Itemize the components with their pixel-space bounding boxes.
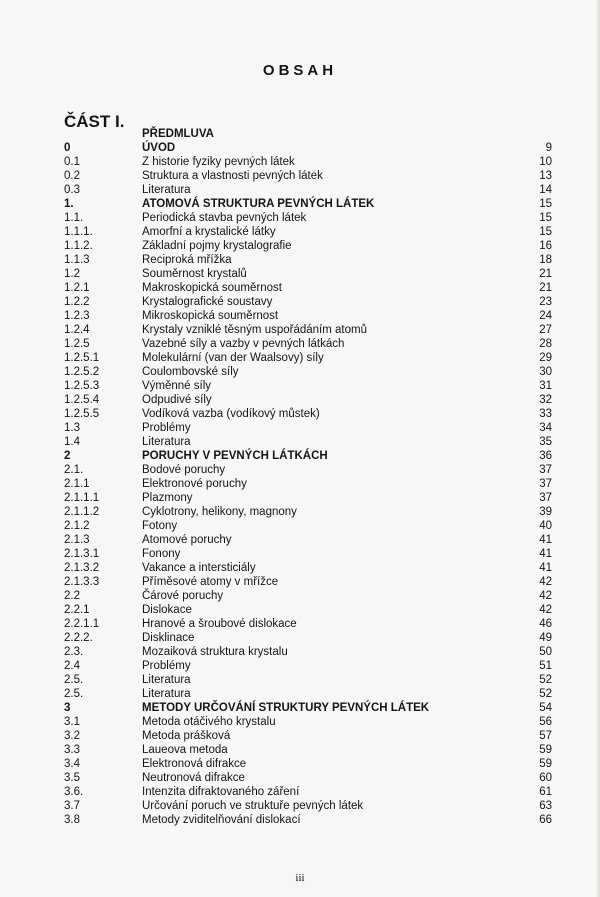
toc-entry-title: Literatura — [142, 688, 191, 700]
toc-entry-title: Problémy — [142, 422, 191, 434]
toc-entry-number: 2.3. — [64, 646, 84, 658]
toc-entry — [64, 323, 552, 337]
toc-entry-title: Vakance a intersticiály — [142, 562, 256, 574]
toc-entry-page: 36 — [539, 450, 552, 462]
toc-entry-number: 2 — [64, 450, 71, 462]
toc-entry-page: 50 — [539, 646, 552, 658]
toc-entry-page: 37 — [539, 464, 552, 476]
toc-entry-title: Coulombovské síly — [142, 366, 239, 378]
toc-entry-page: 39 — [539, 506, 552, 518]
toc-entry-page: 59 — [539, 744, 552, 756]
toc-entry-page: 16 — [539, 240, 552, 252]
toc-entry-number: 1.2.5.4 — [64, 394, 100, 406]
toc-entry-number: 2.1.3 — [64, 534, 90, 546]
toc-entry-title: Příměsové atomy v mřížce — [142, 576, 279, 588]
toc-entry-page: 28 — [539, 338, 552, 350]
toc-entry-number: 1.2.1 — [64, 282, 90, 294]
toc-entry-number: 3.5 — [64, 772, 80, 784]
toc-entry-page: 21 — [539, 282, 552, 294]
toc-entry-title: Souměrnost krystalů — [142, 268, 247, 280]
toc-entry-page: 51 — [539, 660, 552, 672]
toc-entry — [64, 505, 552, 519]
toc-entry-number: 3.1 — [64, 716, 80, 728]
toc-entry-page: 42 — [539, 604, 552, 616]
toc-entry — [64, 295, 552, 309]
toc-entry-number: 3.2 — [64, 730, 80, 742]
toc-entry — [64, 491, 552, 505]
toc-entry — [64, 785, 552, 799]
toc-entry-page: 15 — [539, 226, 552, 238]
toc-entry-title: ÚVOD — [142, 142, 176, 154]
toc-entry — [64, 757, 552, 771]
toc-entry — [64, 673, 552, 687]
toc-entry-title: Metody zviditelňování dislokací — [142, 814, 301, 826]
toc-entry-number: 0.1 — [64, 156, 80, 168]
toc-entry-page: 31 — [539, 380, 552, 392]
toc-entry-number: 3.6. — [64, 786, 84, 798]
toc-entry — [64, 351, 552, 365]
toc-entry — [64, 365, 552, 379]
toc-entry-page: 40 — [539, 520, 552, 532]
toc-entry-number: 1. — [64, 198, 74, 210]
toc-entry-number: 2.1.1.2 — [64, 506, 100, 518]
toc-entry — [64, 533, 552, 547]
toc-entry — [64, 267, 552, 281]
toc-entry-title: ATOMOVÁ STRUKTURA PEVNÝCH LÁTEK — [142, 198, 375, 210]
toc-entry-title: PŘEDMLUVA — [142, 128, 214, 140]
toc-entry-page: 57 — [539, 730, 552, 742]
toc-entry-number: 3.4 — [64, 758, 80, 770]
page-title: OBSAH — [262, 62, 338, 79]
toc-entry-title: Reciproká mřížka — [142, 254, 232, 266]
toc-entry-number: 1.1.1. — [64, 226, 93, 238]
toc-entry-title: Fonony — [142, 548, 181, 560]
toc-entry — [64, 309, 552, 323]
toc-entry-number: 2.2 — [64, 590, 80, 602]
toc-entry-page: 41 — [539, 534, 552, 546]
toc-entry-page: 41 — [539, 548, 552, 560]
toc-entry-title: Elektronové poruchy — [142, 478, 247, 490]
toc-entry — [64, 575, 552, 589]
toc-entry-title: Dislokace — [142, 604, 192, 616]
toc-entry-title: Z historie fyziky pevných látek — [142, 156, 295, 168]
toc-entry — [64, 183, 552, 197]
toc-entry — [64, 169, 552, 183]
toc-entry-title: Fotony — [142, 520, 178, 532]
toc-entry — [64, 799, 552, 813]
toc-entry-title: Cyklotrony, helikony, magnony — [142, 506, 297, 518]
toc-entry-page: 29 — [539, 352, 552, 364]
toc-entry — [64, 393, 552, 407]
toc-entry-number: 1.1. — [64, 212, 84, 224]
toc-entry-title: Metoda prášková — [142, 730, 231, 742]
toc-entry-title: Laueova metoda — [142, 744, 228, 756]
toc-entry-title: Intenzita difraktovaného záření — [142, 786, 300, 798]
toc-entry-title: Molekulární (van der Waalsovy) síly — [142, 352, 324, 364]
toc-entry-number: 1.2.5.3 — [64, 380, 100, 392]
toc-entry-title: Čárové poruchy — [142, 590, 224, 602]
toc-entry-number: 1.1.3 — [64, 254, 90, 266]
toc-entry-number: 3.8 — [64, 814, 80, 826]
toc-entry-number: 0.2 — [64, 170, 80, 182]
toc-entry-number: 1.2.4 — [64, 324, 90, 336]
toc-entry-page: 21 — [539, 268, 552, 280]
toc-entry-number: 2.1.1 — [64, 478, 90, 490]
toc-entry-title: Problémy — [142, 660, 191, 672]
toc-entry — [64, 617, 552, 631]
toc-entry-page: 49 — [539, 632, 552, 644]
toc-entry-page: 66 — [539, 814, 552, 826]
toc-entry — [64, 813, 552, 827]
toc-entry-number: 1.4 — [64, 436, 80, 448]
toc-entry-number: 1.2 — [64, 268, 80, 280]
toc-entry-number: 2.5. — [64, 674, 84, 686]
toc-entry-page: 15 — [539, 198, 552, 210]
toc-entry-title: METODY URČOVÁNÍ STRUKTURY PEVNÝCH LÁTEK — [142, 702, 430, 714]
toc-entry — [64, 155, 552, 169]
toc-entry-number: 1.2.5.2 — [64, 366, 100, 378]
toc-entry-page: 30 — [539, 366, 552, 378]
toc-entry-number: 2.1. — [64, 464, 84, 476]
toc-entry-number: 3.3 — [64, 744, 80, 756]
toc-entry-number: 1.2.5 — [64, 338, 90, 350]
toc-entry-title: Krystaly vzniklé těsným uspořádáním atomů — [142, 324, 367, 336]
toc-entry-number: 2.1.1.1 — [64, 492, 100, 504]
toc-entry-title: Literatura — [142, 674, 191, 686]
toc-entry-number: 1.3 — [64, 422, 80, 434]
toc-entry-title: Vodíková vazba (vodíkový můstek) — [142, 408, 320, 420]
toc-entry-page: 23 — [539, 296, 552, 308]
toc-entry-page: 59 — [539, 758, 552, 770]
toc-entry-number: 2.2.1.1 — [64, 618, 100, 630]
toc-entry — [64, 281, 552, 295]
toc-entry-number: 2.1.3.2 — [64, 562, 100, 574]
toc-entry-title: Mikroskopická souměrnost — [142, 310, 279, 322]
toc-entry-page: 15 — [539, 212, 552, 224]
part-heading: ČÁST I. — [64, 112, 125, 131]
toc-entry-number: 0.3 — [64, 184, 80, 196]
toc-entry-page: 27 — [539, 324, 552, 336]
toc-entry-title: Základní pojmy krystalografie — [142, 240, 292, 252]
toc-entry — [64, 715, 552, 729]
toc-entry-page: 63 — [539, 800, 552, 812]
toc-entry-page: 34 — [539, 422, 552, 434]
toc-entry-number: 3 — [64, 702, 71, 714]
toc-entry-page: 10 — [539, 156, 552, 168]
toc-entry — [64, 771, 552, 785]
toc-entry-page: 52 — [539, 688, 552, 700]
toc-entry-title: Vazebné síly a vazby v pevných látkách — [142, 338, 345, 350]
toc-entry-page: 60 — [539, 772, 552, 784]
toc-entry-title: Metoda otáčivého krystalu — [142, 716, 276, 728]
toc-entry-number: 2.1.3.3 — [64, 576, 100, 588]
toc-entry — [64, 477, 552, 491]
toc-entry — [64, 407, 552, 421]
toc-entry-number: 2.2.2. — [64, 632, 93, 644]
toc-entry — [64, 197, 552, 211]
toc-entry — [64, 449, 552, 463]
toc-entry-title: Literatura — [142, 184, 191, 196]
toc-entry-title: Výměnné síly — [142, 380, 212, 392]
toc-entry — [64, 729, 552, 743]
toc-entry — [64, 421, 552, 435]
toc-entry — [64, 561, 552, 575]
toc-entry-title: Určování poruch ve struktuře pevných látek — [142, 800, 364, 812]
toc-entry-page: 61 — [539, 786, 552, 798]
toc-entry — [64, 239, 552, 253]
toc-entry-title: Struktura a vlastnosti pevných látek — [142, 170, 323, 182]
toc-entry-number: 1.2.5.5 — [64, 408, 100, 420]
toc-entry-page: 54 — [539, 702, 552, 714]
toc-entry-title: Neutronová difrakce — [142, 772, 245, 784]
toc-entry-title: Plazmony — [142, 492, 193, 504]
toc-entry-number: 2.5. — [64, 688, 84, 700]
toc-entry-number: 1.2.5.1 — [64, 352, 100, 364]
toc-entry-title: Periodická stavba pevných látek — [142, 212, 307, 224]
toc-entry — [64, 687, 552, 701]
page-edge — [596, 0, 600, 897]
table-of-contents — [64, 127, 552, 827]
toc-entry-page: 42 — [539, 576, 552, 588]
toc-entry — [64, 743, 552, 757]
toc-entry — [64, 519, 552, 533]
toc-entry-number: 2.1.2 — [64, 520, 90, 532]
toc-entry-page: 41 — [539, 562, 552, 574]
toc-entry-page: 56 — [539, 716, 552, 728]
toc-entry-page: 9 — [545, 142, 552, 154]
toc-entry-title: Disklinace — [142, 632, 195, 644]
toc-entry — [64, 603, 552, 617]
toc-entry-page: 35 — [539, 436, 552, 448]
toc-entry — [64, 141, 552, 155]
toc-entry-page: 14 — [539, 184, 552, 196]
toc-entry-title: Odpudivé síly — [142, 394, 212, 406]
toc-entry-page: 33 — [539, 408, 552, 420]
toc-entry-page: 42 — [539, 590, 552, 602]
toc-entry-number: 2.1.3.1 — [64, 548, 100, 560]
toc-entry — [64, 645, 552, 659]
toc-entry-title: Amorfní a krystalické látky — [142, 226, 276, 238]
toc-entry — [64, 701, 552, 715]
toc-entry — [64, 379, 552, 393]
toc-entry-page: 46 — [539, 618, 552, 630]
toc-entry-number: 1.1.2. — [64, 240, 93, 252]
toc-entry — [64, 337, 552, 351]
toc-entry — [64, 631, 552, 645]
toc-entry-title: Krystalografické soustavy — [142, 296, 273, 308]
toc-entry-page: 24 — [539, 310, 552, 322]
toc-entry — [64, 435, 552, 449]
toc-entry-title: Atomové poruchy — [142, 534, 232, 546]
toc-entry-title: Makroskopická souměrnost — [142, 282, 282, 294]
toc-entry — [64, 589, 552, 603]
toc-entry — [64, 547, 552, 561]
toc-entry-number: 2.4 — [64, 660, 80, 672]
page-number-folio: iii — [295, 872, 305, 884]
toc-entry — [64, 225, 552, 239]
toc-entry-title: Hranové a šroubové dislokace — [142, 618, 297, 630]
toc-entry — [64, 127, 552, 141]
toc-entry — [64, 211, 552, 225]
toc-entry-title: Literatura — [142, 436, 191, 448]
toc-entry-page: 37 — [539, 492, 552, 504]
toc-entry-page: 52 — [539, 674, 552, 686]
toc-entry-title: Elektronová difrakce — [142, 758, 247, 770]
toc-entry-number: 2.2.1 — [64, 604, 90, 616]
toc-entry — [64, 253, 552, 267]
toc-entry-number: 3.7 — [64, 800, 80, 812]
toc-entry-title: PORUCHY V PEVNÝCH LÁTKÁCH — [142, 450, 328, 462]
toc-entry-page: 13 — [539, 170, 552, 182]
toc-entry-page: 18 — [539, 254, 552, 266]
toc-entry-page: 37 — [539, 478, 552, 490]
toc-entry-title: Bodové poruchy — [142, 464, 226, 476]
toc-entry-number: 1.2.2 — [64, 296, 90, 308]
toc-entry — [64, 463, 552, 477]
toc-entry-number: 1.2.3 — [64, 310, 90, 322]
toc-entry — [64, 659, 552, 673]
toc-entry-number: 0 — [64, 142, 71, 154]
toc-entry-page: 32 — [539, 394, 552, 406]
toc-entry-title: Mozaiková struktura krystalu — [142, 646, 288, 658]
